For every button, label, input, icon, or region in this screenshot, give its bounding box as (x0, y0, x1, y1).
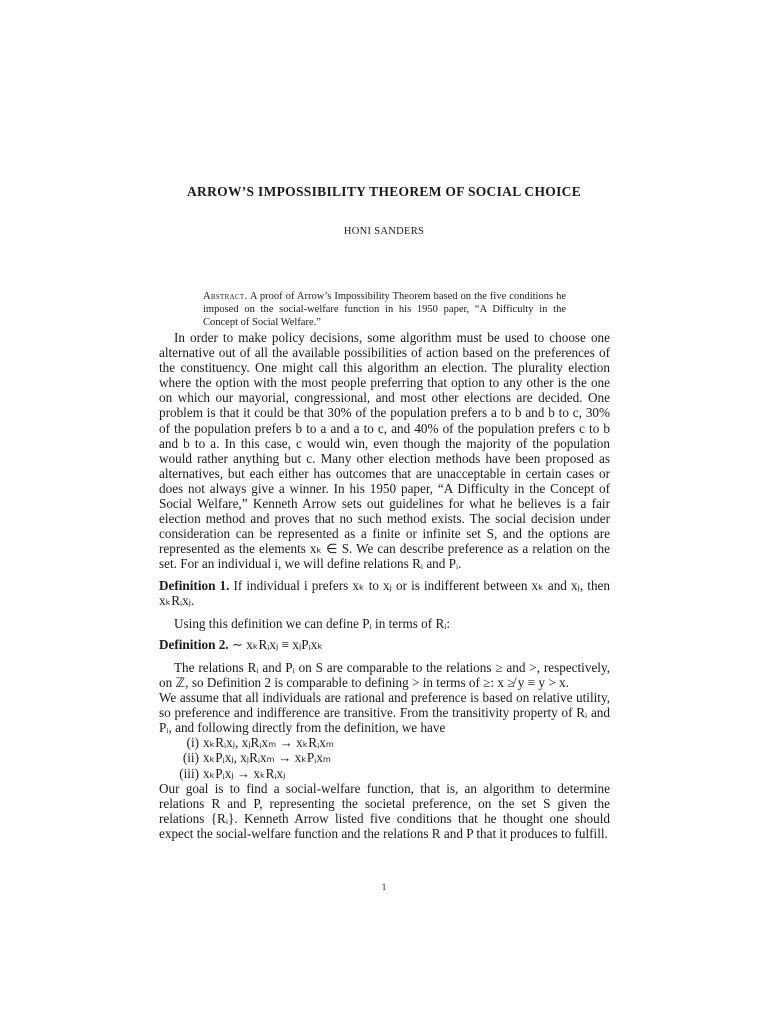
list-item-text: xₖRᵢxⱼ, xⱼRᵢxₘ → xₖRᵢxₘ (203, 735, 335, 751)
list-item (175, 766, 610, 781)
definition-1 (159, 578, 610, 608)
transitivity-list (175, 735, 610, 780)
list-item-number: (ii) (182, 750, 199, 766)
paragraph-goal: Our goal is to find a social-welfare function, that is, an algorithm to determine relations R and P, representing the societal preference, on the set S given the relations {Rᵢ}. Kenneth Arrow listed five conditions that he thought one should expect the social-welfare function and the relations R and P that it produces to fulfill. (159, 780, 610, 841)
paragraph-define-p: Using this definition we can define Pᵢ in terms of Rᵢ: (174, 615, 451, 631)
paragraph-comparable: The relations Rᵢ and Pᵢ on S are comparable to the relations ≥ and >, respectively, on ℤ, so Definition 2 is comparable to defining > in terms of ≥: x ≱ y ≡ y > x. (159, 659, 610, 690)
list-item-number: (i) (186, 735, 199, 751)
abstract-text: A proof of Arrow’s Impossibility Theorem based on the five conditions he imposed on the social-welfare function in his 1950 paper, “A Difficulty in the Concept of Social Welfare.” (203, 291, 566, 328)
definition-2-text: ∼ xₖRᵢxⱼ ≡ xⱼPᵢxₖ (231, 636, 323, 652)
page-number: 1 (381, 882, 387, 892)
paragraph-intro: In order to make policy decisions, some algorithm must be used to choose one alternative out of all the available possibilities of action based on the preferences of the constituency. One might call this algorithm an election. The plurality election where the option with the most people preferring that option to any other is the one on which our mayorial, congressional, and most other elections are decided. One problem is that it could be that 30% of the population prefers a to b and b to c, 30% of the population prefers b to a and a to c, and 40% of the population prefers c to b and b to a. In this case, c would win, even though the majority of the population would rather anything but c. Many other election methods have been proposed as alternatives, but each either has outcomes that are unacceptable in certain cases or does not always give a winner. In his 1950 paper, “A Difficulty in the Concept of Social Welfare,” Kenneth Arrow sets out guidelines for what he believes is a fair election method and proves that no such method exists. The social decision under consideration can be represented as a finite or infinite set S, and the options are represented as the elements xₖ ∈ S. We can describe preference as a relation on the set. For an individual i, we will define relations Rᵢ and Pᵢ. (159, 330, 610, 572)
list-item (175, 750, 610, 765)
paper-author: HONI SANDERS (343, 226, 425, 237)
paragraph-transitivity: We assume that all individuals are rational and preference is based on relative utility, so preference and indifference are transitive. From the transitivity property of Rᵢ and Pᵢ, and following directly from the definition, we have (159, 690, 610, 736)
definition-2-label: Definition 2. (159, 636, 229, 652)
list-item-text: xₖPᵢxⱼ → xₖRᵢxⱼ (203, 765, 286, 781)
abstract-label: Abstract. (203, 291, 248, 302)
list-item (175, 735, 610, 750)
list-item-number: (iii) (179, 765, 199, 781)
body-text (159, 330, 610, 841)
definition-2 (159, 637, 610, 652)
definition-1-label: Definition 1. (159, 577, 230, 593)
list-item-text: xₖPᵢxⱼ, xⱼRᵢxₘ → xₖPᵢxₘ (203, 750, 332, 766)
abstract (203, 290, 566, 329)
paper-title: ARROW’S IMPOSSIBILITY THEOREM OF SOCIAL CHOICE (187, 184, 581, 199)
definition-1-text: If individual i prefers xₖ to xⱼ or is indifferent between xₖ and xⱼ, then xₖRᵢxⱼ. (159, 577, 610, 608)
